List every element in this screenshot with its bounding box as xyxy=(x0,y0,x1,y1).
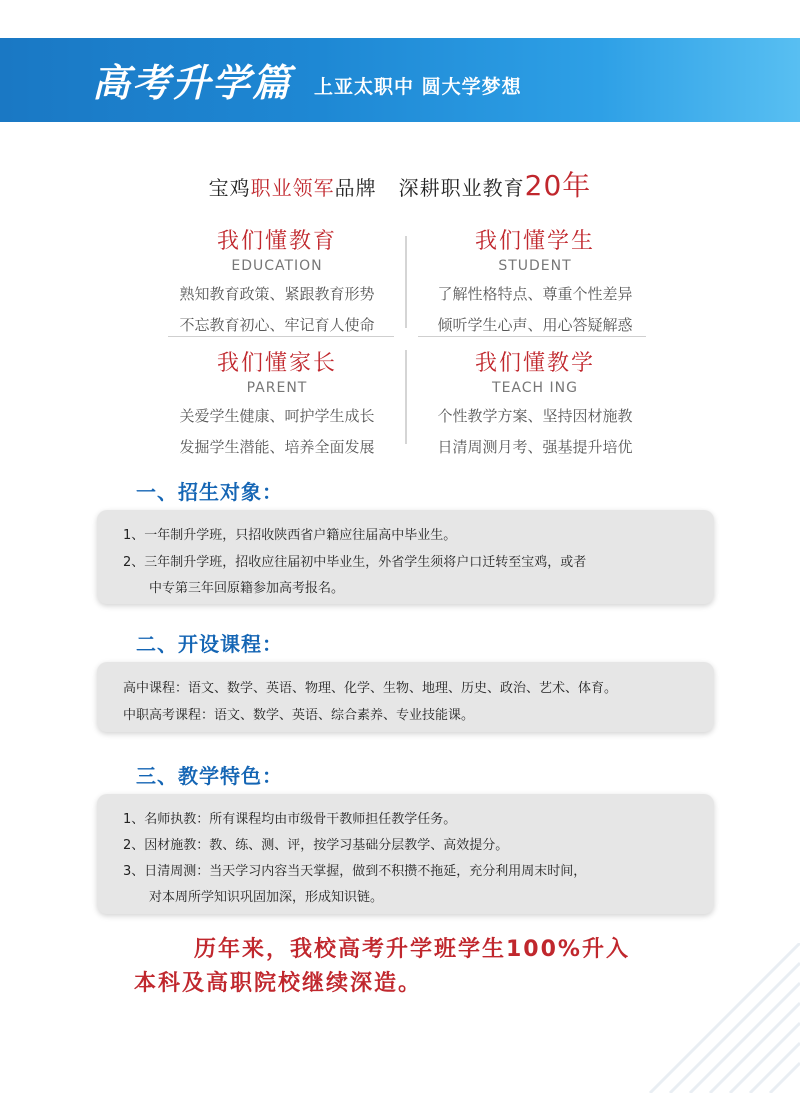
page-subtitle: 上亚太职中 圆大学梦想 xyxy=(314,76,522,98)
quadrant-line: 了解性格特点、尊重个性差异 xyxy=(437,285,633,303)
section-title-features: 三、教学特色： xyxy=(136,764,283,788)
quadrant-line: 不忘教育初心、牢记育人使命 xyxy=(179,316,375,334)
section-box-features xyxy=(97,794,714,914)
page-title: 高考升学篇 xyxy=(92,60,293,105)
header-banner xyxy=(0,38,800,122)
quadrant-en: PARENT xyxy=(246,380,308,396)
quadrant-student xyxy=(410,224,660,335)
quadrant-title: 我们懂学生 xyxy=(474,229,595,254)
quadrant-teaching xyxy=(410,346,660,457)
quadrant-title: 我们懂教育 xyxy=(216,229,337,254)
tagline-part1: 宝鸡 xyxy=(208,176,251,200)
section-line: 高中课程：语文、数学、英语、物理、化学、生物、地理、历史、政治、艺术、体育。 xyxy=(123,681,618,696)
closing-line-1: 历年来，我校高考升学班学生100%升入 xyxy=(194,937,630,962)
quadrant-title: 我们懂教学 xyxy=(474,351,595,376)
quadrant-parent xyxy=(152,346,402,457)
tagline-part3: 品牌 xyxy=(334,176,377,200)
divider-vertical-top xyxy=(405,236,407,328)
section-title-courses: 二、开设课程： xyxy=(136,632,283,656)
quadrant-en: STUDENT xyxy=(498,258,572,274)
corner-decoration xyxy=(640,943,800,1093)
section-line: 中专第三年回原籍参加高考报名。 xyxy=(149,581,345,596)
quadrant-line: 关爱学生健康、呵护学生成长 xyxy=(179,407,375,425)
closing-line-2: 本科及高职院校继续深造。 xyxy=(134,971,423,996)
section-line: 1、名师执教：所有课程均由市级骨干教师担任教学任务。 xyxy=(123,812,457,827)
quadrant-education xyxy=(152,224,402,335)
quadrant-line: 个性教学方案、坚持因材施教 xyxy=(437,407,633,425)
section-line: 1、一年制升学班，只招收陕西省户籍应往届高中毕业生。 xyxy=(123,528,457,543)
section-box-enrollment xyxy=(97,510,714,604)
section-line: 2、三年制升学班，招收应往届初中毕业生，外省学生须将户口迁转至宝鸡，或者 xyxy=(123,555,587,570)
quadrant-line: 倾听学生心声、用心答疑解惑 xyxy=(437,316,633,334)
quadrant-line: 熟知教育政策、紧跟教育形势 xyxy=(179,285,375,303)
quadrant-line: 发掘学生潜能、培养全面发展 xyxy=(179,438,375,456)
tagline-part4: 深耕职业教育 xyxy=(398,176,525,200)
section-title-enrollment: 一、招生对象： xyxy=(136,480,283,504)
section-line: 3、日清周测：当天学习内容当天掌握，做到不积攒不拖延，充分利用周末时间， xyxy=(123,864,587,879)
section-line: 对本周所学知识巩固加深，形成知识链。 xyxy=(149,890,384,905)
quadrant-en: TEACH ING xyxy=(492,380,578,396)
divider-horizontal-left xyxy=(168,336,394,337)
quadrant-en: EDUCATION xyxy=(231,258,323,274)
quadrant-line: 日清周测月考、强基提升培优 xyxy=(437,438,633,456)
divider-horizontal-right xyxy=(418,336,646,337)
quadrant-title: 我们懂家长 xyxy=(216,351,337,376)
tagline-part5: 20年 xyxy=(524,169,592,202)
tagline xyxy=(0,164,800,204)
section-box-courses xyxy=(97,662,714,732)
divider-vertical-bottom xyxy=(405,350,407,444)
section-line: 2、因材施教：教、练、测、评，按学习基础分层教学、高效提分。 xyxy=(123,838,509,853)
tagline-part2: 职业领军 xyxy=(250,176,335,200)
section-line: 中职高考课程：语文、数学、英语、综合素养、专业技能课。 xyxy=(123,708,475,723)
